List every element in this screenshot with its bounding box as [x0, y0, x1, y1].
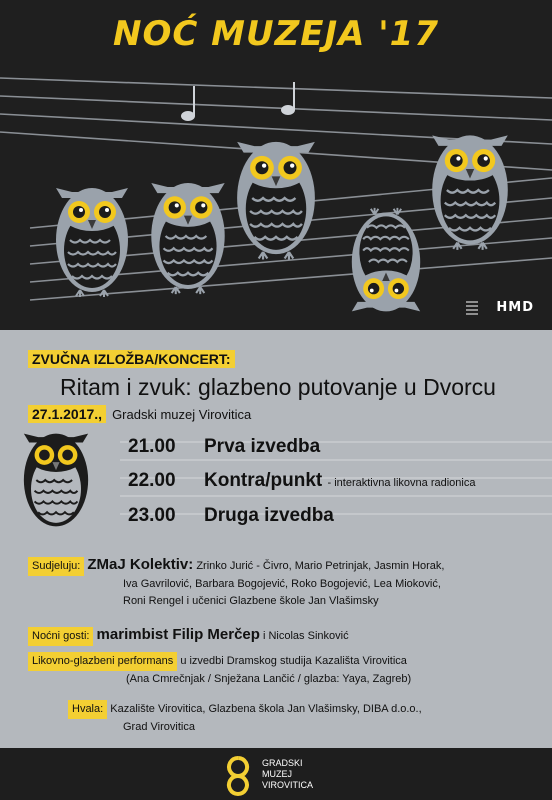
- badge-marks: [466, 302, 478, 314]
- owl-4-upside-down: [352, 208, 420, 312]
- participants-line-1: Zrinko Jurić - Čivro, Mario Petrinjak, Jasmin Horak,: [196, 560, 445, 572]
- night-guests-label: Noćni gosti:: [28, 627, 93, 646]
- event-time: 23.00: [128, 505, 176, 526]
- event-date: 27.1.2017.,: [28, 405, 106, 423]
- participants-block: [28, 556, 444, 610]
- night-guests-block: [28, 626, 349, 646]
- event-name: Prva izvedba: [204, 436, 321, 457]
- participants-line-3: Roni Rengel i učenici Glazbene škole Jan Vlašimsky: [123, 595, 379, 607]
- event-note: - interaktivna likovna radionica: [327, 477, 476, 489]
- logo-line-1: GRADSKI: [262, 758, 303, 768]
- night-guests-rest: i Nicolas Sinković: [262, 630, 349, 642]
- logo-line-3: VIROVITICA: [262, 780, 314, 790]
- event-name: Kontra/punkt: [204, 470, 323, 491]
- thanks-block: [28, 700, 422, 736]
- event-row-1: [128, 436, 320, 458]
- poster-header: [0, 0, 552, 330]
- performance-line-2: (Ana Cmrečnjak / Snježana Lančić / glazba: Yaya, Zagreb): [126, 673, 412, 685]
- date-venue: [28, 405, 251, 423]
- event-row-2: [128, 470, 475, 492]
- program-panel: [0, 330, 552, 748]
- performance-label: Likovno-glazbeni performans: [28, 652, 177, 671]
- poster-footer: [0, 748, 552, 800]
- owl-5: [432, 135, 508, 249]
- owl-1: [56, 188, 128, 297]
- section-label: ZVUČNA IZLOŽBA/KONCERT:: [28, 350, 235, 368]
- night-guests-main: marimbist Filip Merčep: [96, 626, 260, 643]
- performance-block: [28, 652, 411, 688]
- participants-group: ZMaJ Kolektiv:: [87, 556, 194, 573]
- thanks-label: Hvala:: [68, 700, 107, 719]
- logo-line-2: MUZEJ: [262, 769, 292, 779]
- small-owl-illustration: [18, 430, 94, 530]
- event-headline: Ritam i zvuk: glazbeno putovanje u Dvorcu: [60, 374, 496, 400]
- performance-line-1: u izvedbi Dramskog studija Kazališta Virovitica: [180, 655, 407, 667]
- participants-label: Sudjeluju:: [28, 557, 84, 576]
- event-name: Druga izvedba: [204, 505, 334, 526]
- hmd-logo: HMD: [496, 300, 534, 315]
- thanks-line-1: Kazalište Virovitica, Glazbena škola Jan Vlašimsky, DIBA d.o.o.,: [110, 703, 422, 715]
- event-time: 22.00: [128, 470, 176, 491]
- event-row-3: [128, 505, 334, 527]
- owl-3: [237, 142, 315, 260]
- poster-title: NOĆ MUZEJA '17: [113, 14, 439, 54]
- participants-line-2: Iva Gavrilović, Barbara Bogojević, Roko Bogojević, Lea Mioković,: [123, 578, 441, 590]
- owl-2: [151, 183, 224, 294]
- thanks-line-2: Grad Virovitica: [123, 721, 195, 733]
- event-time: 21.00: [128, 436, 176, 457]
- museum-logo-icon: [218, 752, 258, 796]
- event-venue: Gradski muzej Virovitica: [112, 407, 252, 422]
- museum-logo-text: [262, 758, 313, 791]
